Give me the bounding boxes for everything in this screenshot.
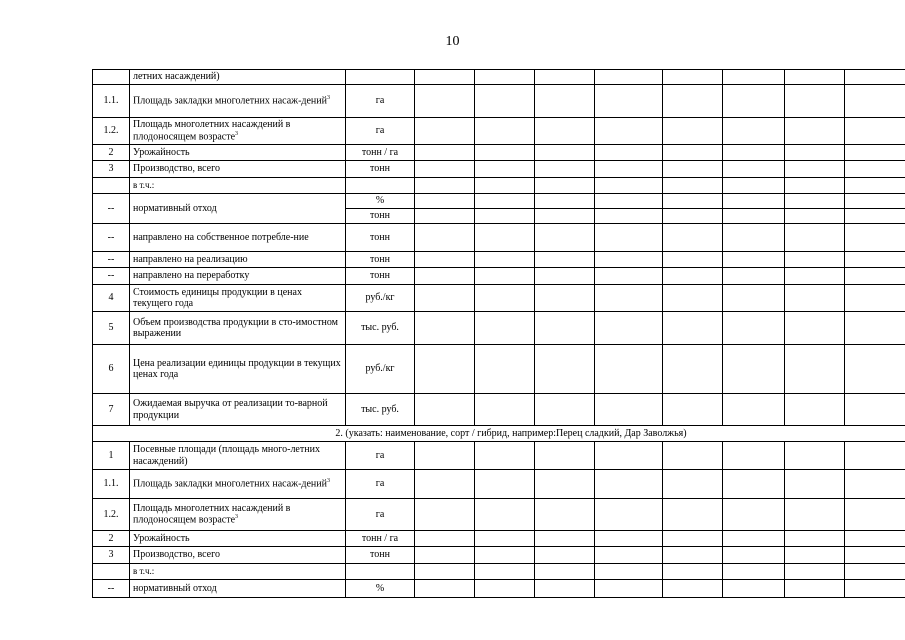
value-cell[interactable] — [595, 145, 663, 161]
table-row — [93, 547, 905, 564]
row-label-text: Стоимость единицы продукции в ценах текущего года — [133, 286, 302, 309]
row-label — [130, 161, 346, 178]
row-unit: тонн / га — [346, 145, 415, 161]
value-cell[interactable] — [845, 564, 905, 580]
row-label — [130, 252, 346, 268]
value-cell[interactable] — [595, 268, 663, 285]
value-cell[interactable] — [475, 345, 535, 394]
value-cell[interactable] — [415, 531, 475, 547]
value-cell[interactable] — [535, 178, 595, 194]
value-cell[interactable] — [595, 312, 663, 345]
row-label — [130, 85, 346, 118]
value-cell[interactable] — [723, 547, 785, 564]
footnote-marker: 3 — [235, 130, 239, 137]
row-number: -- — [93, 194, 130, 224]
value-cell[interactable] — [723, 564, 785, 580]
value-cell[interactable] — [595, 178, 663, 194]
value-cell[interactable] — [415, 580, 475, 598]
value-cell[interactable] — [475, 145, 535, 161]
table-row — [93, 312, 905, 345]
value-cell[interactable] — [845, 580, 905, 598]
row-label-text: Посевные площади (площадь много-летних насаждений) — [133, 444, 320, 467]
value-cell[interactable] — [785, 194, 845, 209]
value-cell[interactable] — [415, 194, 475, 209]
value-cell[interactable] — [475, 580, 535, 598]
table-row — [93, 70, 905, 85]
value-cell[interactable] — [535, 442, 595, 470]
value-cell[interactable] — [845, 312, 905, 345]
value-cell[interactable] — [595, 531, 663, 547]
value-cell[interactable] — [845, 345, 905, 394]
table-row — [93, 499, 905, 531]
value-cell[interactable] — [535, 70, 595, 85]
row-number: 7 — [93, 394, 130, 426]
row-label — [130, 194, 346, 224]
value-cell[interactable] — [595, 580, 663, 598]
value-cell[interactable] — [663, 345, 723, 394]
row-label-text: Объем производства продукции в сто-имостном выражении — [133, 316, 338, 339]
row-label — [130, 499, 346, 531]
value-cell[interactable] — [535, 224, 595, 252]
row-unit: руб./кг — [346, 285, 415, 312]
value-cell[interactable] — [723, 252, 785, 268]
row-number: -- — [93, 268, 130, 285]
value-cell[interactable] — [535, 394, 595, 426]
row-unit: руб./кг — [346, 345, 415, 394]
value-cell[interactable] — [663, 85, 723, 118]
table-row — [93, 580, 905, 598]
value-cell[interactable] — [475, 268, 535, 285]
row-label-text: Урожайность — [133, 146, 190, 158]
value-cell[interactable] — [785, 499, 845, 531]
footnote-marker: 3 — [326, 95, 330, 102]
value-cell[interactable] — [723, 178, 785, 194]
row-number: 3 — [93, 161, 130, 178]
value-cell[interactable] — [723, 161, 785, 178]
value-cell[interactable] — [663, 209, 723, 224]
row-unit: тонн — [346, 547, 415, 564]
row-label-text: нормативный отход — [133, 582, 217, 594]
value-cell[interactable] — [535, 209, 595, 224]
value-cell[interactable] — [535, 499, 595, 531]
table-row — [93, 161, 905, 178]
data-table — [92, 69, 905, 598]
value-cell[interactable] — [845, 394, 905, 426]
value-cell[interactable] — [785, 85, 845, 118]
value-cell[interactable] — [415, 70, 475, 85]
value-cell[interactable] — [415, 394, 475, 426]
row-number: 1.2. — [93, 118, 130, 145]
row-label — [130, 70, 346, 85]
value-cell[interactable] — [785, 394, 845, 426]
value-cell[interactable] — [535, 252, 595, 268]
value-cell[interactable] — [785, 312, 845, 345]
value-cell[interactable] — [723, 85, 785, 118]
row-unit: тыс. руб. — [346, 312, 415, 345]
value-cell[interactable] — [595, 194, 663, 209]
value-cell[interactable] — [535, 547, 595, 564]
value-cell[interactable] — [785, 580, 845, 598]
value-cell[interactable] — [663, 470, 723, 499]
value-cell[interactable] — [663, 252, 723, 268]
value-cell[interactable] — [415, 118, 475, 145]
value-cell[interactable] — [595, 470, 663, 499]
section-heading: 2. (указать: наименование, сорт / гибрид, например:Перец сладкий, Дар Заволжья) — [93, 426, 905, 442]
table-row — [93, 118, 905, 145]
value-cell[interactable] — [845, 499, 905, 531]
row-number: 2 — [93, 531, 130, 547]
value-cell[interactable] — [415, 312, 475, 345]
row-unit: га — [346, 85, 415, 118]
value-cell[interactable] — [663, 285, 723, 312]
value-cell[interactable] — [845, 470, 905, 499]
value-cell[interactable] — [595, 118, 663, 145]
value-cell[interactable] — [845, 268, 905, 285]
value-cell[interactable] — [475, 118, 535, 145]
value-cell[interactable] — [663, 161, 723, 178]
table-row — [93, 394, 905, 426]
row-label-text: Производство, всего — [133, 549, 220, 561]
row-unit — [346, 70, 415, 85]
row-label-text: Урожайность — [133, 532, 190, 544]
row-label — [130, 145, 346, 161]
row-label — [130, 224, 346, 252]
value-cell[interactable] — [845, 118, 905, 145]
row-number — [93, 70, 130, 85]
value-cell[interactable] — [663, 194, 723, 209]
value-cell[interactable] — [595, 345, 663, 394]
value-cell[interactable] — [723, 345, 785, 394]
row-unit: тонн — [346, 209, 415, 224]
value-cell[interactable] — [663, 580, 723, 598]
value-cell[interactable] — [785, 145, 845, 161]
value-cell[interactable] — [535, 312, 595, 345]
value-cell[interactable] — [845, 252, 905, 268]
value-cell[interactable] — [475, 285, 535, 312]
value-cell[interactable] — [475, 224, 535, 252]
table-row — [93, 178, 905, 194]
table-row — [93, 194, 905, 209]
row-label — [130, 442, 346, 470]
value-cell[interactable] — [535, 580, 595, 598]
value-cell[interactable] — [535, 118, 595, 145]
value-cell[interactable] — [845, 531, 905, 547]
row-number: 4 — [93, 285, 130, 312]
table-row — [93, 564, 905, 580]
row-unit: га — [346, 499, 415, 531]
value-cell[interactable] — [723, 394, 785, 426]
value-cell[interactable] — [535, 531, 595, 547]
row-label — [130, 178, 346, 194]
value-cell[interactable] — [663, 118, 723, 145]
row-label — [130, 394, 346, 426]
value-cell[interactable] — [475, 312, 535, 345]
value-cell[interactable] — [595, 394, 663, 426]
row-label — [130, 312, 346, 345]
value-cell[interactable] — [785, 470, 845, 499]
row-label-text: в т.ч.: — [133, 179, 155, 190]
value-cell[interactable] — [535, 85, 595, 118]
row-label — [130, 564, 346, 580]
value-cell[interactable] — [845, 209, 905, 224]
value-cell[interactable] — [663, 312, 723, 345]
row-number: 1 — [93, 442, 130, 470]
value-cell[interactable] — [663, 224, 723, 252]
row-number: -- — [93, 580, 130, 598]
row-label — [130, 118, 346, 145]
row-unit: тыс. руб. — [346, 394, 415, 426]
value-cell[interactable] — [595, 252, 663, 268]
table-row — [93, 145, 905, 161]
row-label-text: направлено на переработку — [133, 270, 250, 282]
row-number: 5 — [93, 312, 130, 345]
row-unit: тонн — [346, 252, 415, 268]
footnote-marker: 3 — [235, 514, 239, 521]
row-label — [130, 470, 346, 499]
value-cell[interactable] — [845, 85, 905, 118]
value-cell[interactable] — [845, 224, 905, 252]
value-cell[interactable] — [723, 580, 785, 598]
row-unit: га — [346, 442, 415, 470]
value-cell[interactable] — [595, 70, 663, 85]
value-cell[interactable] — [475, 161, 535, 178]
value-cell[interactable] — [475, 564, 535, 580]
value-cell[interactable] — [415, 268, 475, 285]
table-row — [93, 268, 905, 285]
value-cell[interactable] — [663, 178, 723, 194]
value-cell[interactable] — [415, 161, 475, 178]
value-cell[interactable] — [415, 224, 475, 252]
value-cell[interactable] — [595, 499, 663, 531]
value-cell[interactable] — [415, 209, 475, 224]
row-number: -- — [93, 224, 130, 252]
value-cell[interactable] — [595, 224, 663, 252]
row-number: 1.1. — [93, 470, 130, 499]
value-cell[interactable] — [535, 285, 595, 312]
value-cell[interactable] — [785, 252, 845, 268]
row-label — [130, 268, 346, 285]
table-row — [93, 252, 905, 268]
value-cell[interactable] — [723, 312, 785, 345]
row-unit: % — [346, 194, 415, 209]
value-cell[interactable] — [535, 470, 595, 499]
table-row — [93, 85, 905, 118]
value-cell[interactable] — [415, 499, 475, 531]
value-cell[interactable] — [663, 499, 723, 531]
row-label-text: Производство, всего — [133, 163, 220, 175]
value-cell[interactable] — [595, 564, 663, 580]
value-cell[interactable] — [475, 442, 535, 470]
value-cell[interactable] — [785, 70, 845, 85]
value-cell[interactable] — [415, 285, 475, 312]
value-cell[interactable] — [785, 285, 845, 312]
value-cell[interactable] — [663, 442, 723, 470]
value-cell[interactable] — [663, 531, 723, 547]
value-cell[interactable] — [535, 345, 595, 394]
row-number: 3 — [93, 547, 130, 564]
value-cell[interactable] — [415, 252, 475, 268]
row-unit — [346, 178, 415, 194]
row-label — [130, 580, 346, 598]
value-cell[interactable] — [595, 442, 663, 470]
row-unit: % — [346, 580, 415, 598]
row-number: -- — [93, 252, 130, 268]
value-cell[interactable] — [595, 85, 663, 118]
table-row — [93, 470, 905, 499]
value-cell[interactable] — [595, 285, 663, 312]
table-row — [93, 285, 905, 312]
value-cell[interactable] — [845, 285, 905, 312]
value-cell[interactable] — [723, 194, 785, 209]
value-cell[interactable] — [723, 442, 785, 470]
value-cell[interactable] — [475, 531, 535, 547]
row-label-text: летних насаждений) — [133, 71, 220, 83]
value-cell[interactable] — [663, 70, 723, 85]
value-cell[interactable] — [595, 547, 663, 564]
row-number: 1.2. — [93, 499, 130, 531]
value-cell[interactable] — [723, 118, 785, 145]
value-cell[interactable] — [535, 145, 595, 161]
value-cell[interactable] — [785, 118, 845, 145]
value-cell[interactable] — [785, 178, 845, 194]
value-cell[interactable] — [723, 499, 785, 531]
footnote-marker: 3 — [326, 478, 330, 485]
value-cell[interactable] — [663, 547, 723, 564]
row-label — [130, 345, 346, 394]
row-label — [130, 547, 346, 564]
value-cell[interactable] — [415, 547, 475, 564]
value-cell[interactable] — [663, 564, 723, 580]
value-cell[interactable] — [663, 145, 723, 161]
row-number: 1.1. — [93, 85, 130, 118]
row-unit: га — [346, 118, 415, 145]
value-cell[interactable] — [723, 470, 785, 499]
value-cell[interactable] — [475, 547, 535, 564]
row-unit — [346, 564, 415, 580]
value-cell[interactable] — [723, 224, 785, 252]
value-cell[interactable] — [475, 70, 535, 85]
row-label-text: Площадь многолетних насаждений в плодоносящем возрасте — [133, 119, 291, 143]
row-label-text: направлено на реализацию — [133, 253, 248, 265]
row-number — [93, 178, 130, 194]
value-cell[interactable] — [785, 547, 845, 564]
value-cell[interactable] — [415, 470, 475, 499]
page-number: 10 — [445, 34, 460, 49]
row-unit: тонн — [346, 224, 415, 252]
value-cell[interactable] — [845, 547, 905, 564]
value-cell[interactable] — [475, 194, 535, 209]
value-cell[interactable] — [785, 268, 845, 285]
value-cell[interactable] — [845, 70, 905, 85]
table-row — [93, 531, 905, 547]
row-unit: тонн — [346, 161, 415, 178]
value-cell[interactable] — [415, 178, 475, 194]
row-unit: тонн — [346, 268, 415, 285]
value-cell[interactable] — [723, 268, 785, 285]
row-number — [93, 564, 130, 580]
row-label-text: в т.ч.: — [133, 565, 155, 576]
row-label — [130, 531, 346, 547]
value-cell[interactable] — [535, 194, 595, 209]
value-cell[interactable] — [723, 145, 785, 161]
value-cell[interactable] — [415, 345, 475, 394]
row-label-text: Ожидаемая выручка от реализации то-варной продукции — [133, 398, 328, 421]
value-cell[interactable] — [785, 224, 845, 252]
value-cell[interactable] — [595, 209, 663, 224]
value-cell[interactable] — [663, 394, 723, 426]
value-cell[interactable] — [723, 285, 785, 312]
value-cell[interactable] — [475, 178, 535, 194]
row-label — [130, 285, 346, 312]
value-cell[interactable] — [475, 499, 535, 531]
row-label-text: нормативный отход — [133, 202, 217, 214]
value-cell[interactable] — [475, 252, 535, 268]
value-cell[interactable] — [595, 161, 663, 178]
value-cell[interactable] — [723, 209, 785, 224]
value-cell[interactable] — [475, 394, 535, 426]
value-cell[interactable] — [415, 145, 475, 161]
row-label-text: направлено на собственное потребле-ние — [133, 231, 309, 243]
row-label-text: Цена реализации единицы продукции в текущих ценах года — [133, 357, 341, 380]
row-unit: тонн / га — [346, 531, 415, 547]
row-label-text: Площадь закладки многолетних насаж-дений — [133, 478, 327, 490]
value-cell[interactable] — [845, 442, 905, 470]
value-cell[interactable] — [415, 564, 475, 580]
value-cell[interactable] — [785, 161, 845, 178]
value-cell[interactable] — [845, 145, 905, 161]
table-row — [93, 224, 905, 252]
value-cell[interactable] — [785, 564, 845, 580]
row-number: 6 — [93, 345, 130, 394]
value-cell[interactable] — [475, 470, 535, 499]
value-cell[interactable] — [845, 194, 905, 209]
value-cell[interactable] — [415, 442, 475, 470]
value-cell[interactable] — [663, 268, 723, 285]
value-cell[interactable] — [475, 209, 535, 224]
section-row — [93, 426, 905, 442]
value-cell[interactable] — [785, 442, 845, 470]
table-row — [93, 442, 905, 470]
value-cell[interactable] — [415, 85, 475, 118]
row-label-text: Площадь многолетних насаждений в плодоносящем возрасте — [133, 502, 291, 526]
value-cell[interactable] — [535, 161, 595, 178]
value-cell[interactable] — [723, 531, 785, 547]
value-cell[interactable] — [785, 209, 845, 224]
value-cell[interactable] — [535, 564, 595, 580]
row-unit: га — [346, 470, 415, 499]
table-row — [93, 345, 905, 394]
value-cell[interactable] — [535, 268, 595, 285]
value-cell[interactable] — [785, 345, 845, 394]
value-cell[interactable] — [845, 178, 905, 194]
row-label-text: Площадь закладки многолетних насаж-дений — [133, 95, 327, 107]
value-cell[interactable] — [845, 161, 905, 178]
value-cell[interactable] — [475, 85, 535, 118]
row-number: 2 — [93, 145, 130, 161]
value-cell[interactable] — [723, 70, 785, 85]
value-cell[interactable] — [785, 531, 845, 547]
